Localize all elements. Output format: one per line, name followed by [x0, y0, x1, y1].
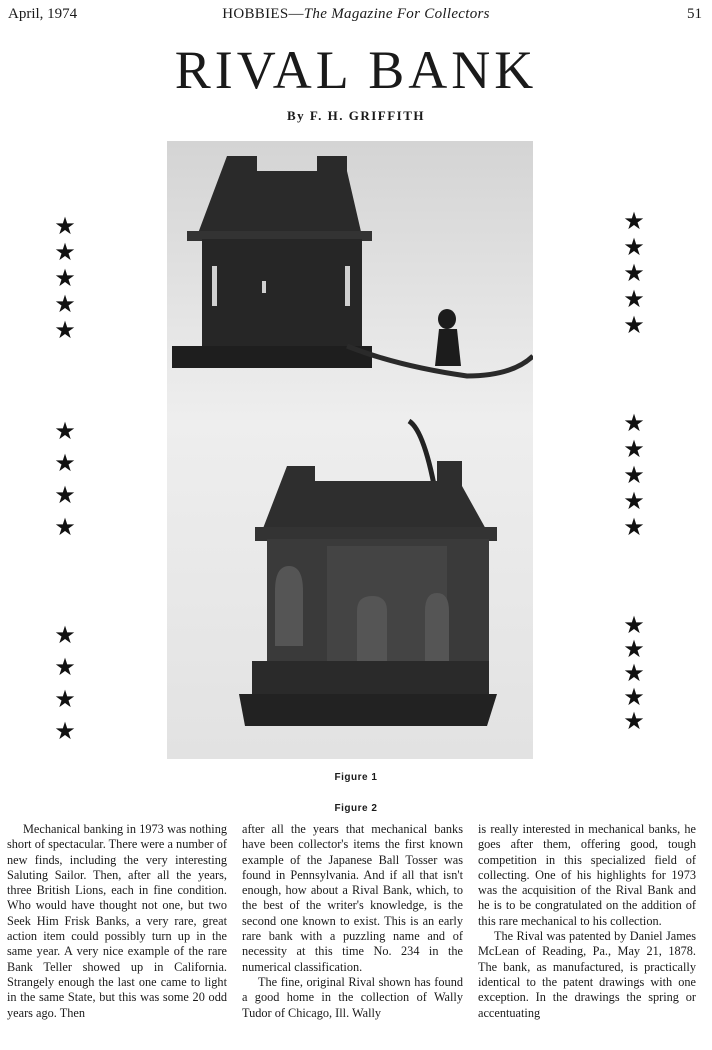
- star-icon: ★: [623, 611, 645, 639]
- paragraph: Mechanical banking in 1973 was nothing short of spectacular. There were a number of new finds, including the very interesting Saluting Sailor. Then, after all the years, three British Lions, each in fine condition. Who would have thought not one, but two Seek Him Frisk Banks, a very rare, great action item could possibly turn up in the same year. A very nice example of the rare Bank Teller showed up in California. Strangely enough the last one came to light in the same State, but this was some 20 odd years ago. Then: [7, 822, 227, 1020]
- star-icon: ★: [623, 461, 645, 489]
- star-ornament-left-2: [54, 417, 76, 541]
- paragraph: is really interested in mechanical banks, he goes after them, offering good, tough competition in this specialized field of collecting. One of his highlights for 1973 was the acquisition of the Rival Bank and he is to be congratulated on the addition of this rare mechanical to his collection.: [478, 822, 696, 928]
- magazine-name: [0, 6, 712, 23]
- star-icon: ★: [623, 409, 645, 437]
- star-ornament-right-2: [623, 409, 645, 541]
- star-icon: ★: [54, 212, 76, 240]
- bank-photographs: [167, 141, 533, 759]
- magazine-prefix: HOBBIES—: [222, 6, 304, 22]
- issue-date: April, 1974: [8, 6, 78, 22]
- star-icon: ★: [623, 683, 645, 711]
- star-icon: ★: [623, 635, 645, 663]
- star-ornament-right-1: [623, 207, 645, 339]
- star-ornament-left-1: [54, 212, 76, 344]
- star-icon: ★: [623, 259, 645, 287]
- bank-photo-illustration: [167, 141, 533, 759]
- star-icon: ★: [54, 449, 76, 477]
- star-icon: ★: [623, 487, 645, 515]
- paragraph: The Rival was patented by Daniel James McLean of Reading, Pa., May 21, 1878. The bank, as manufactured, is practically identical to the patent drawings with one exception. In the drawings the spring or accentuating: [478, 929, 696, 1020]
- star-icon: ★: [54, 685, 76, 713]
- star-icon: ★: [54, 290, 76, 318]
- body-column-2: [242, 822, 463, 1021]
- star-icon: ★: [623, 311, 645, 339]
- running-header: [0, 6, 712, 28]
- star-icon: ★: [623, 207, 645, 235]
- star-icon: ★: [623, 285, 645, 313]
- body-column-1: [7, 822, 227, 1021]
- star-icon: ★: [54, 513, 76, 541]
- star-icon: ★: [54, 316, 76, 344]
- star-icon: ★: [54, 717, 76, 745]
- star-icon: ★: [54, 238, 76, 266]
- star-icon: ★: [54, 621, 76, 649]
- star-icon: ★: [623, 707, 645, 735]
- star-icon: ★: [54, 481, 76, 509]
- figure-1-caption: Figure 1: [334, 772, 378, 783]
- star-icon: ★: [54, 264, 76, 292]
- article-title: RIVAL BANK: [174, 40, 538, 100]
- star-icon: ★: [623, 659, 645, 687]
- star-icon: ★: [623, 233, 645, 261]
- star-icon: ★: [54, 417, 76, 445]
- figure-2-caption: Figure 2: [334, 803, 378, 814]
- star-ornament-left-3: [54, 621, 76, 745]
- paragraph: after all the years that mechanical banks have been collector's items the first known example of the Japanese Ball Tosser was found in Pennsylvania. And if all that isn't enough, how about a Rival Bank, which, to the best of the writer's knowledge, is the second one known to exist. This is an early rare bank with a puzzling name and of necessity at this time No. 234 in the numerical classification.: [242, 822, 463, 974]
- star-icon: ★: [623, 435, 645, 463]
- star-ornament-right-3: [623, 611, 645, 735]
- paragraph: The fine, original Rival shown has found a good home in the collection of Wally Tudor of Chicago, Ill. Wally: [242, 974, 463, 1020]
- body-column-3: [478, 822, 696, 1021]
- article-byline: By F. H. GRIFFITH: [286, 108, 426, 123]
- star-icon: ★: [623, 513, 645, 541]
- magazine-subtitle: The Magazine For Collectors: [303, 6, 490, 22]
- star-icon: ★: [54, 653, 76, 681]
- page-number: 51: [687, 6, 702, 22]
